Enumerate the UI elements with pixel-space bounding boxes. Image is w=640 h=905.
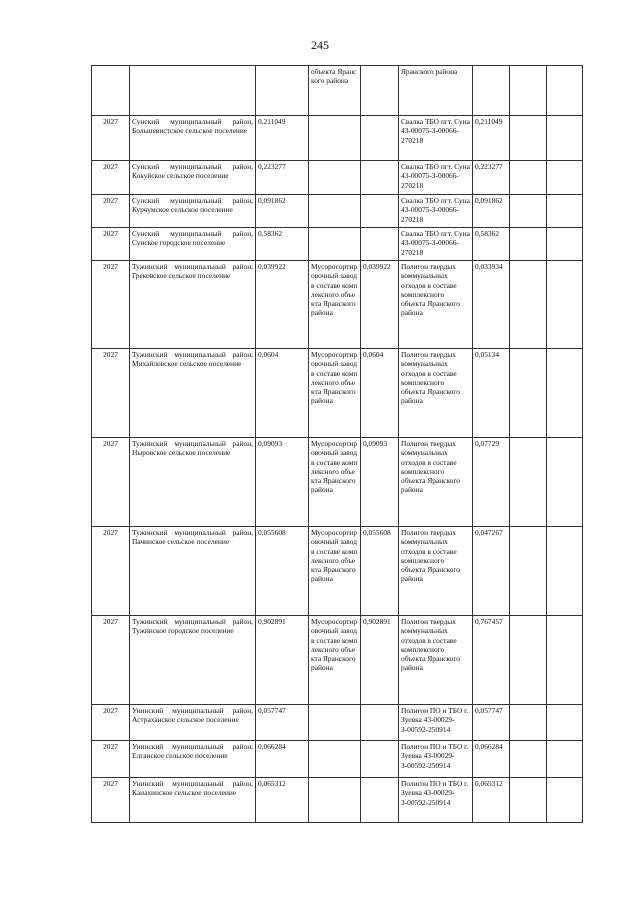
cell-disposal-facility-text: Полигон твердых коммунальных отходов в составе комплексного объекта Яранского района — [401, 528, 460, 584]
cell-municipality — [130, 438, 256, 527]
cell-municipality-text: Тужинский муниципальный район, Михайловское сельское поселение — [132, 350, 253, 369]
table-row — [92, 195, 583, 228]
cell-disposal-volume-text: 0,065312 — [475, 779, 503, 788]
cell-waste-volume — [256, 228, 309, 261]
cell-waste-volume — [256, 66, 309, 116]
cell-disposal-volume — [473, 228, 510, 261]
cell-year-text: 2027 — [103, 742, 118, 751]
cell-processing-volume — [361, 195, 399, 228]
cell-year — [92, 66, 130, 116]
cell-waste-volume-text: 0,09093 — [258, 439, 283, 448]
cell-year-text: 2027 — [103, 617, 118, 626]
cell-processing-facility — [309, 527, 361, 616]
cell-municipality — [130, 527, 256, 616]
cell-waste-volume — [256, 778, 309, 823]
cell-waste-volume-text: 0,039922 — [258, 262, 286, 271]
cell-extra-1 — [510, 161, 547, 195]
cell-extra-2 — [547, 161, 583, 195]
cell-processing-volume — [361, 161, 399, 195]
cell-disposal-facility-text: Яранского района — [401, 67, 458, 76]
cell-disposal-facility — [399, 161, 473, 195]
cell-waste-volume — [256, 705, 309, 741]
table-row — [92, 228, 583, 261]
cell-municipality-text: Тужинский муниципальный район, Грековское сельское поселение — [132, 262, 253, 281]
cell-disposal-facility — [399, 195, 473, 228]
cell-waste-volume-text: 0,091862 — [258, 196, 286, 205]
cell-processing-volume — [361, 741, 399, 778]
cell-waste-volume-text: 0,902891 — [258, 617, 286, 626]
cell-municipality — [130, 778, 256, 823]
cell-year-text: 2027 — [103, 779, 118, 788]
cell-extra-2 — [547, 116, 583, 161]
cell-processing-volume — [361, 705, 399, 741]
cell-disposal-facility — [399, 778, 473, 823]
cell-extra-1 — [510, 438, 547, 527]
cell-processing-volume — [361, 116, 399, 161]
cell-disposal-facility — [399, 116, 473, 161]
cell-processing-volume-text: 0,902891 — [363, 617, 391, 626]
cell-year — [92, 116, 130, 161]
cell-municipality — [130, 195, 256, 228]
cell-processing-facility-text: Мусоросортировочный завод в составе комплексного объекта Яранского района — [311, 350, 358, 406]
cell-disposal-volume-text: 0,05134 — [475, 350, 500, 359]
cell-processing-facility — [309, 228, 361, 261]
cell-extra-1 — [510, 261, 547, 349]
cell-year — [92, 778, 130, 823]
cell-waste-volume — [256, 116, 309, 161]
cell-processing-facility-text: Мусоросортировочный завод в составе комплексного объекта Яранского района — [311, 528, 358, 584]
cell-municipality-text: Тужинский муниципальный район, Пачинское сельское поселение — [132, 528, 253, 547]
cell-disposal-volume — [473, 349, 510, 438]
cell-disposal-facility-text: Свалка ТБО пгт. Суна 43-00075-З-00066-270218 — [401, 162, 470, 190]
cell-processing-facility — [309, 66, 361, 116]
cell-year — [92, 261, 130, 349]
cell-waste-volume — [256, 438, 309, 527]
cell-disposal-volume-text: 0,223277 — [475, 162, 503, 171]
cell-processing-volume-text: 0,0604 — [363, 350, 384, 359]
cell-disposal-facility-text: Полигон ПО и ТБО г. Зуевка 43-00029-З-00592-250914 — [401, 779, 469, 807]
cell-processing-volume — [361, 527, 399, 616]
cell-waste-volume-text: 0,211049 — [258, 117, 286, 126]
cell-year-text: 2027 — [103, 528, 118, 537]
cell-processing-volume — [361, 778, 399, 823]
cell-disposal-facility-text: Полигон твердых коммунальных отходов в составе комплексного объекта Яранского района — [401, 439, 460, 495]
cell-year — [92, 616, 130, 705]
cell-waste-volume-text: 0,0604 — [258, 350, 279, 359]
cell-processing-facility — [309, 705, 361, 741]
cell-processing-facility — [309, 261, 361, 349]
cell-disposal-volume — [473, 438, 510, 527]
cell-disposal-facility-text: Свалка ТБО пгт. Суна 43-00075-З-00066-270218 — [401, 117, 470, 145]
page-number: 245 — [311, 38, 329, 52]
cell-municipality-text: Сунский муниципальный район, Курчумское сельское поселение — [132, 196, 253, 215]
cell-disposal-volume — [473, 778, 510, 823]
cell-year — [92, 228, 130, 261]
cell-extra-1 — [510, 741, 547, 778]
cell-year-text: 2027 — [103, 117, 118, 126]
table-row — [92, 616, 583, 705]
cell-disposal-facility — [399, 616, 473, 705]
cell-disposal-volume-text: 0,066284 — [475, 742, 503, 751]
cell-waste-volume-text: 0,066284 — [258, 742, 286, 751]
cell-waste-volume — [256, 349, 309, 438]
cell-municipality — [130, 349, 256, 438]
cell-extra-2 — [547, 349, 583, 438]
cell-extra-1 — [510, 66, 547, 116]
cell-waste-volume-text: 0,057747 — [258, 706, 286, 715]
cell-disposal-volume — [473, 705, 510, 741]
cell-disposal-facility-text: Полигон ПО и ТБО г. Зуевка 43-00029-З-00592-250914 — [401, 742, 469, 770]
cell-disposal-volume — [473, 616, 510, 705]
table-body — [92, 66, 583, 823]
cell-processing-facility — [309, 741, 361, 778]
cell-year — [92, 705, 130, 741]
cell-waste-volume-text: 0,055608 — [258, 528, 286, 537]
table-row — [92, 778, 583, 823]
cell-processing-volume-text: 0,09093 — [363, 439, 388, 448]
cell-processing-volume — [361, 261, 399, 349]
cell-year — [92, 195, 130, 228]
cell-extra-2 — [547, 195, 583, 228]
cell-processing-facility — [309, 778, 361, 823]
cell-municipality-text: Сунский муниципальный район, Сунское городское поселение — [132, 229, 253, 248]
cell-extra-2 — [547, 261, 583, 349]
cell-processing-facility — [309, 195, 361, 228]
cell-year — [92, 741, 130, 778]
cell-disposal-volume-text: 0,07729 — [475, 439, 500, 448]
cell-waste-volume — [256, 741, 309, 778]
cell-municipality — [130, 741, 256, 778]
cell-year-text: 2027 — [103, 439, 118, 448]
cell-municipality — [130, 66, 256, 116]
cell-municipality — [130, 705, 256, 741]
cell-processing-volume-text: 0,055608 — [363, 528, 391, 537]
cell-processing-volume — [361, 228, 399, 261]
cell-extra-1 — [510, 527, 547, 616]
cell-waste-volume — [256, 195, 309, 228]
cell-extra-1 — [510, 116, 547, 161]
cell-municipality-text: Унинский муниципальный район, Астраханское сельское поселение — [132, 706, 253, 725]
cell-extra-2 — [547, 778, 583, 823]
cell-waste-volume-text: 0,065312 — [258, 779, 286, 788]
cell-extra-2 — [547, 228, 583, 261]
cell-year-text: 2027 — [103, 196, 118, 205]
cell-disposal-facility-text: Полигон твердых коммунальных отходов в составе комплексного объекта Яранского района — [401, 617, 460, 673]
cell-extra-1 — [510, 228, 547, 261]
cell-extra-1 — [510, 195, 547, 228]
cell-extra-1 — [510, 778, 547, 823]
cell-year-text: 2027 — [103, 262, 118, 271]
table-row — [92, 705, 583, 741]
cell-disposal-volume-text: 0,091862 — [475, 196, 503, 205]
cell-municipality-text: Унинский муниципальный район, Канахинское сельское поселение — [132, 779, 253, 798]
cell-extra-2 — [547, 66, 583, 116]
table-row — [92, 66, 583, 116]
cell-disposal-facility — [399, 66, 473, 116]
cell-municipality-text: Сунский муниципальный район, Большевистское сельское поселение — [132, 117, 253, 136]
cell-extra-2 — [547, 438, 583, 527]
cell-processing-facility-text: Мусоросортировочный завод в составе комплексного объекта Яранского района — [311, 262, 358, 318]
cell-disposal-volume-text: 0,767457 — [475, 617, 503, 626]
cell-municipality-text: Унинский муниципальный район, Елганское сельское поселение — [132, 742, 253, 761]
cell-disposal-volume-text: 0,047267 — [475, 528, 503, 537]
cell-waste-volume — [256, 616, 309, 705]
cell-processing-facility-text: объекта Яранского района — [311, 67, 357, 86]
cell-processing-facility — [309, 616, 361, 705]
table-row — [92, 741, 583, 778]
cell-disposal-volume — [473, 66, 510, 116]
cell-waste-volume — [256, 261, 309, 349]
cell-disposal-volume — [473, 116, 510, 161]
cell-processing-facility — [309, 116, 361, 161]
cell-disposal-facility — [399, 705, 473, 741]
cell-extra-1 — [510, 616, 547, 705]
table-row — [92, 261, 583, 349]
cell-disposal-facility — [399, 261, 473, 349]
cell-year-text: 2027 — [103, 350, 118, 359]
cell-disposal-facility — [399, 349, 473, 438]
cell-processing-facility-text: Мусоросортировочный завод в составе комплексного объекта Яранского района — [311, 439, 358, 495]
cell-municipality — [130, 616, 256, 705]
cell-disposal-volume-text: 0,211049 — [475, 117, 503, 126]
cell-processing-volume-text: 0,039922 — [363, 262, 391, 271]
waste-flow-table — [91, 65, 583, 823]
cell-processing-volume — [361, 66, 399, 116]
cell-processing-facility — [309, 349, 361, 438]
table-row — [92, 349, 583, 438]
cell-processing-volume — [361, 616, 399, 705]
cell-disposal-volume-text: 0,033934 — [475, 262, 503, 271]
cell-disposal-volume — [473, 161, 510, 195]
cell-municipality — [130, 228, 256, 261]
cell-disposal-facility-text: Полигон твердых коммунальных отходов в составе комплексного объекта Яранского района — [401, 262, 460, 318]
cell-disposal-volume-text: 0,58362 — [475, 229, 500, 238]
cell-year-text: 2027 — [103, 229, 118, 238]
cell-disposal-volume-text: 0,057747 — [475, 706, 503, 715]
cell-municipality — [130, 161, 256, 195]
cell-processing-volume — [361, 438, 399, 527]
cell-extra-1 — [510, 705, 547, 741]
cell-disposal-facility-text: Свалка ТБО пгт. Суна 43-00075-З-00066-270218 — [401, 229, 470, 257]
cell-processing-volume — [361, 349, 399, 438]
table-row — [92, 527, 583, 616]
cell-municipality-text: Тужинский муниципальный район, Ныровское сельское поселение — [132, 439, 253, 458]
cell-municipality — [130, 116, 256, 161]
cell-extra-2 — [547, 527, 583, 616]
cell-year-text: 2027 — [103, 162, 118, 171]
cell-extra-1 — [510, 349, 547, 438]
cell-processing-facility — [309, 438, 361, 527]
table-row — [92, 116, 583, 161]
cell-disposal-volume — [473, 527, 510, 616]
cell-processing-facility — [309, 161, 361, 195]
cell-processing-facility-text: Мусоросортировочный завод в составе комплексного объекта Яранского района — [311, 617, 358, 673]
cell-disposal-volume — [473, 741, 510, 778]
cell-disposal-facility — [399, 741, 473, 778]
cell-disposal-volume — [473, 195, 510, 228]
cell-disposal-facility-text: Полигон ПО и ТБО г. Зуевка 43-00029-З-00592-250914 — [401, 706, 469, 734]
cell-extra-2 — [547, 705, 583, 741]
cell-waste-volume-text: 0,58362 — [258, 229, 283, 238]
table-row — [92, 438, 583, 527]
cell-year — [92, 161, 130, 195]
cell-waste-volume — [256, 161, 309, 195]
cell-extra-2 — [547, 741, 583, 778]
cell-year — [92, 438, 130, 527]
cell-disposal-volume — [473, 261, 510, 349]
cell-disposal-facility-text: Полигон твердых коммунальных отходов в составе комплексного объекта Яранского района — [401, 350, 460, 406]
cell-year — [92, 349, 130, 438]
cell-year — [92, 527, 130, 616]
cell-waste-volume-text: 0,223277 — [258, 162, 286, 171]
cell-disposal-facility — [399, 438, 473, 527]
cell-year-text: 2027 — [103, 706, 118, 715]
cell-waste-volume — [256, 527, 309, 616]
cell-extra-2 — [547, 616, 583, 705]
cell-disposal-facility — [399, 527, 473, 616]
table-row — [92, 161, 583, 195]
cell-disposal-facility — [399, 228, 473, 261]
cell-municipality — [130, 261, 256, 349]
cell-disposal-facility-text: Свалка ТБО пгт. Суна 43-00075-З-00066-270218 — [401, 196, 470, 224]
cell-municipality-text: Сунский муниципальный район, Кокуйское сельское поселение — [132, 162, 253, 181]
cell-municipality-text: Тужинский муниципальный район, Тужинское городское поселение — [132, 617, 253, 636]
